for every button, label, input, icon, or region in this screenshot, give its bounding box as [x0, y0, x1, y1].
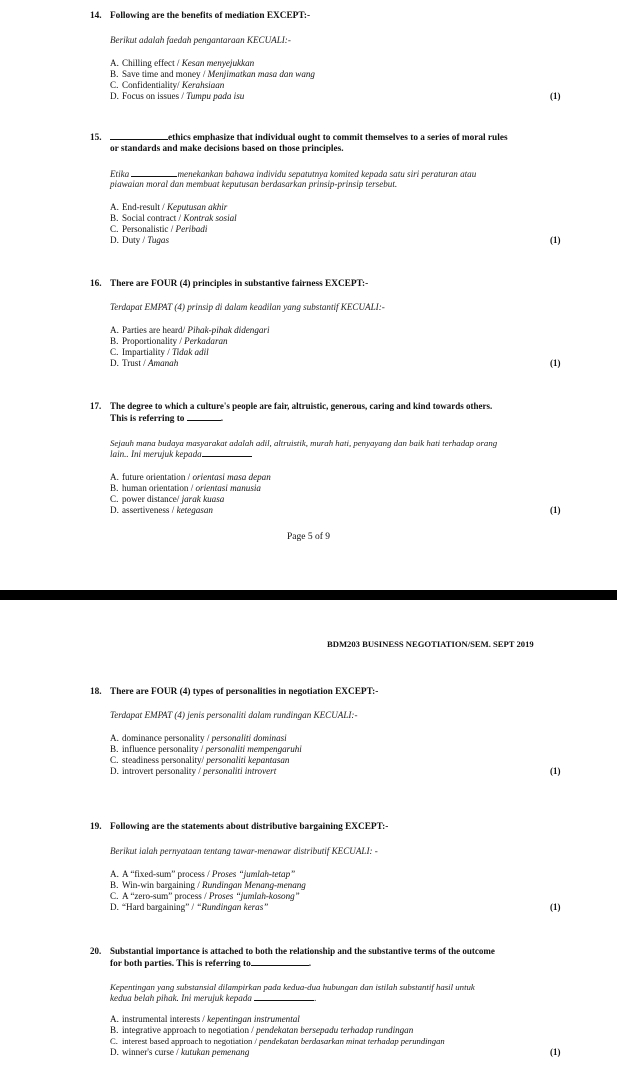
option-a: A. future orientation / orientasi masa depan [110, 472, 271, 482]
option-a: A. A “fixed-sum” process / Proses “jumlah-tetap” [110, 869, 296, 879]
question-19 [90, 822, 560, 913]
option-d: D. Duty / Tugas (1) [110, 235, 561, 245]
page-number: Page 5 of 9 [286, 532, 330, 542]
option-b: B. Social contract / Kontrak sosial [110, 213, 237, 223]
question-18 [90, 687, 560, 777]
option-c: C. steadiness personality/ personaliti kepantasan [110, 755, 290, 765]
question-16-options [110, 325, 560, 369]
option-d: D. introvert personality / personaliti introvert (1) [110, 766, 561, 776]
option-b: B. human orientation / orientasi manusia [110, 483, 261, 493]
mark-label: (1) [550, 235, 561, 245]
question-20-title-line2: for both parties. This is referring to . [110, 959, 312, 969]
question-14-translation: Berikut adalah faedah pengantaraan KECUALI:- [110, 35, 291, 45]
question-20-translation-line2: kedua belah pihak. Ini merujuk kepada . [110, 993, 317, 1003]
question-19-translation: Berikut ialah pernyataan tentang tawar-menawar distributif KECUALI: - [110, 846, 378, 856]
option-d: D. “Hard bargaining” / “Rundingan keras” (1) [110, 902, 561, 912]
answer-blank [251, 957, 309, 966]
question-14 [90, 11, 560, 102]
option-c: C. Impartiality / Tidak adil [110, 347, 209, 357]
option-c: C. Confidentiality/ Kerahsiaan [110, 80, 225, 90]
option-a: A. dominance personality / personaliti dominasi [110, 733, 287, 743]
option-c: C. interest based approach to negotiation / pendekatan berdasarkan minat terhadap perundingan [110, 1036, 445, 1046]
question-17-title-line2: This is referring to . [110, 414, 224, 424]
mark-label: (1) [550, 505, 561, 515]
question-15-title-line2: or standards and make decisions based on those principles. [110, 144, 344, 154]
mark-label: (1) [550, 1047, 561, 1057]
question-18-title: 18. There are FOUR (4) types of personalities in negotiation EXCEPT:- [90, 687, 379, 697]
option-d: D. Trust / Amanah (1) [110, 358, 561, 368]
question-17-translation: Sejauh mana budaya masyarakat adalah adil, altruistik, murah hati, penyayang dan baik hati terhadap orang [110, 438, 498, 448]
question-14-options [110, 58, 560, 102]
question-15-translation: Etika menekankan bahawa individu sepatutnya komited kepada satu siri peraturan atau [110, 169, 477, 179]
option-b: B. influence personality / personaliti mempengaruhi [110, 744, 302, 754]
answer-blank [202, 448, 252, 457]
option-c: C. Personalistic / Peribadi [110, 224, 208, 234]
question-16-translation: Terdapat EMPAT (4) prinsip di dalam keadilan yang substantif KECUALI:- [110, 302, 385, 312]
question-17-options [110, 472, 560, 516]
page-header: BDM203 BUSINESS NEGOTIATION/SEM. SEPT 2019 [327, 639, 534, 649]
question-17-title: 17. The degree to which a culture's people are fair, altruistic, generous, caring and kind towards others. [90, 401, 493, 411]
question-17-translation-line2: lain.. Ini merujuk kepada [110, 448, 560, 459]
question-20-options [110, 1014, 560, 1058]
question-16-title: 16. There are FOUR (4) principles in substantive fairness EXCEPT:- [90, 279, 369, 289]
question-16 [90, 279, 560, 369]
mark-label: (1) [550, 91, 561, 101]
question-20-translation: Kepentingan yang substansial dilampirkan pada kedua-dua hubungan dan istilah substantif hasil untuk [110, 982, 475, 992]
option-b: B. Proportionality / Perkadaran [110, 336, 228, 346]
option-a: A. End-result / Keputusan akhir [110, 202, 228, 212]
option-c: C. power distance/ jarak kuasa [110, 494, 225, 504]
question-20 [90, 946, 560, 1058]
answer-blank [187, 412, 221, 421]
question-20-title: 20. Substantial importance is attached to both the relationship and the substantive terms of the outcome [90, 946, 495, 956]
option-c: C. A “zero-sum” process / Proses “jumlah-kosong” [110, 891, 300, 901]
answer-blank [131, 168, 177, 177]
mark-label: (1) [550, 902, 561, 912]
option-b: B. Win-win bargaining / Rundingan Menang-menang [110, 880, 306, 890]
question-18-translation: Terdapat EMPAT (4) jenis personaliti dalam rundingan KECUALI:- [110, 710, 358, 720]
option-a: A. Parties are heard/ Pihak-pihak didengari [110, 325, 270, 335]
option-b: B. Save time and money / Menjimatkan masa dan wang [110, 69, 315, 79]
question-14-title: 14. Following are the benefits of mediation EXCEPT:- [90, 11, 311, 21]
question-17 [90, 401, 560, 516]
option-b: B. integrative approach to negotiation / pendekatan bersepadu terhadap rundingan [110, 1025, 414, 1035]
option-a: A. Chilling effect / Kesan menyejukkan [110, 58, 255, 68]
answer-blank [110, 131, 168, 140]
mark-label: (1) [550, 358, 561, 368]
exam-page-6 [0, 600, 617, 1080]
option-a: A. instrumental interests / kepentingan instrumental [110, 1014, 300, 1024]
question-19-title: 19. Following are the statements about distributive bargaining EXCEPT:- [90, 822, 389, 832]
question-19-options [110, 869, 560, 913]
answer-blank [254, 992, 314, 1001]
option-d: D. assertiveness / ketegasan (1) [110, 505, 561, 515]
option-d: D. winner's curse / kutukan pemenang (1) [110, 1047, 561, 1057]
question-15 [90, 131, 560, 246]
question-15-title: 15. ethics emphasize that individual ought to commit themselves to a series of moral rules [90, 133, 508, 143]
option-d: D. Focus on issues / Tumpu pada isu (1) [110, 91, 561, 101]
mark-label: (1) [550, 766, 561, 776]
question-18-options [110, 733, 560, 777]
question-15-options [110, 202, 560, 246]
question-15-translation-line2: piawaian moral dan membuat keputusan berdasarkan prinsip-prinsip tersebut. [110, 179, 398, 189]
